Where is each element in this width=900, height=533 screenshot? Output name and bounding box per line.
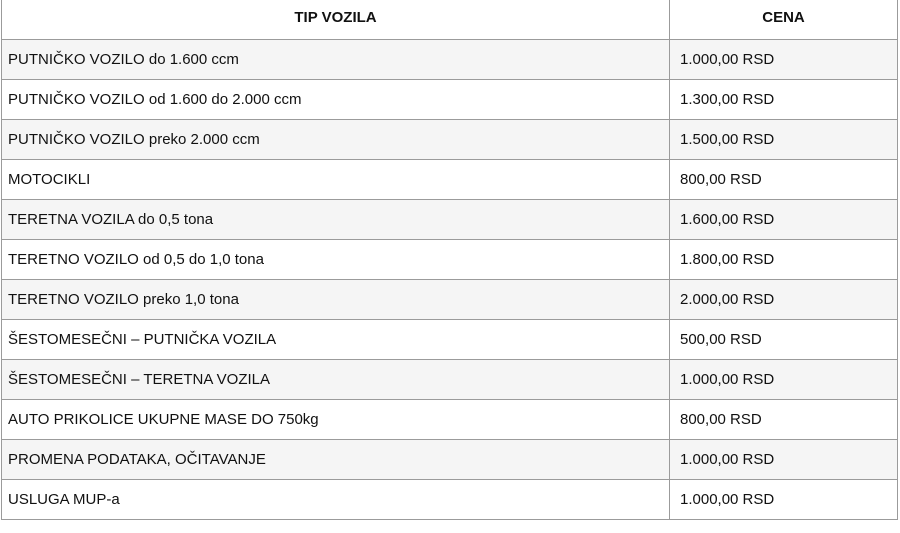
price-cell: 2.000,00 RSD	[670, 280, 898, 320]
table-row	[2, 80, 898, 120]
vehicle-type-cell: TERETNO VOZILO od 0,5 do 1,0 tona	[2, 240, 670, 280]
vehicle-type-cell: PUTNIČKO VOZILO do 1.600 ccm	[2, 40, 670, 80]
price-cell: 1.600,00 RSD	[670, 200, 898, 240]
vehicle-type-cell: PUTNIČKO VOZILO od 1.600 do 2.000 ccm	[2, 80, 670, 120]
price-cell: 500,00 RSD	[670, 320, 898, 360]
vehicle-type-cell: MOTOCIKLI	[2, 160, 670, 200]
table-row	[2, 360, 898, 400]
price-cell: 1.300,00 RSD	[670, 80, 898, 120]
price-cell: 1.800,00 RSD	[670, 240, 898, 280]
vehicle-type-cell: PUTNIČKO VOZILO preko 2.000 ccm	[2, 120, 670, 160]
price-cell: 800,00 RSD	[670, 400, 898, 440]
table-row	[2, 440, 898, 480]
price-cell: 1.000,00 RSD	[670, 480, 898, 520]
table-row	[2, 320, 898, 360]
price-cell: 1.000,00 RSD	[670, 440, 898, 480]
table-row	[2, 400, 898, 440]
table-row	[2, 160, 898, 200]
table-row	[2, 240, 898, 280]
vehicle-type-cell: TERETNO VOZILO preko 1,0 tona	[2, 280, 670, 320]
price-cell: 1.500,00 RSD	[670, 120, 898, 160]
vehicle-type-cell: USLUGA MUP-a	[2, 480, 670, 520]
price-cell: 800,00 RSD	[670, 160, 898, 200]
table-header-row	[2, 0, 898, 40]
table-row	[2, 40, 898, 80]
price-cell: 1.000,00 RSD	[670, 40, 898, 80]
header-vehicle-type: TIP VOZILA	[2, 0, 670, 40]
vehicle-type-cell: AUTO PRIKOLICE UKUPNE MASE DO 750kg	[2, 400, 670, 440]
vehicle-type-cell: TERETNA VOZILA do 0,5 tona	[2, 200, 670, 240]
table-row	[2, 280, 898, 320]
price-table	[1, 0, 898, 520]
vehicle-type-cell: ŠESTOMESEČNI – TERETNA VOZILA	[2, 360, 670, 400]
table-row	[2, 200, 898, 240]
vehicle-type-cell: ŠESTOMESEČNI – PUTNIČKA VOZILA	[2, 320, 670, 360]
price-cell: 1.000,00 RSD	[670, 360, 898, 400]
header-price: CENA	[670, 0, 898, 40]
table-row	[2, 120, 898, 160]
table-row	[2, 480, 898, 520]
vehicle-type-cell: PROMENA PODATAKA, OČITAVANJE	[2, 440, 670, 480]
